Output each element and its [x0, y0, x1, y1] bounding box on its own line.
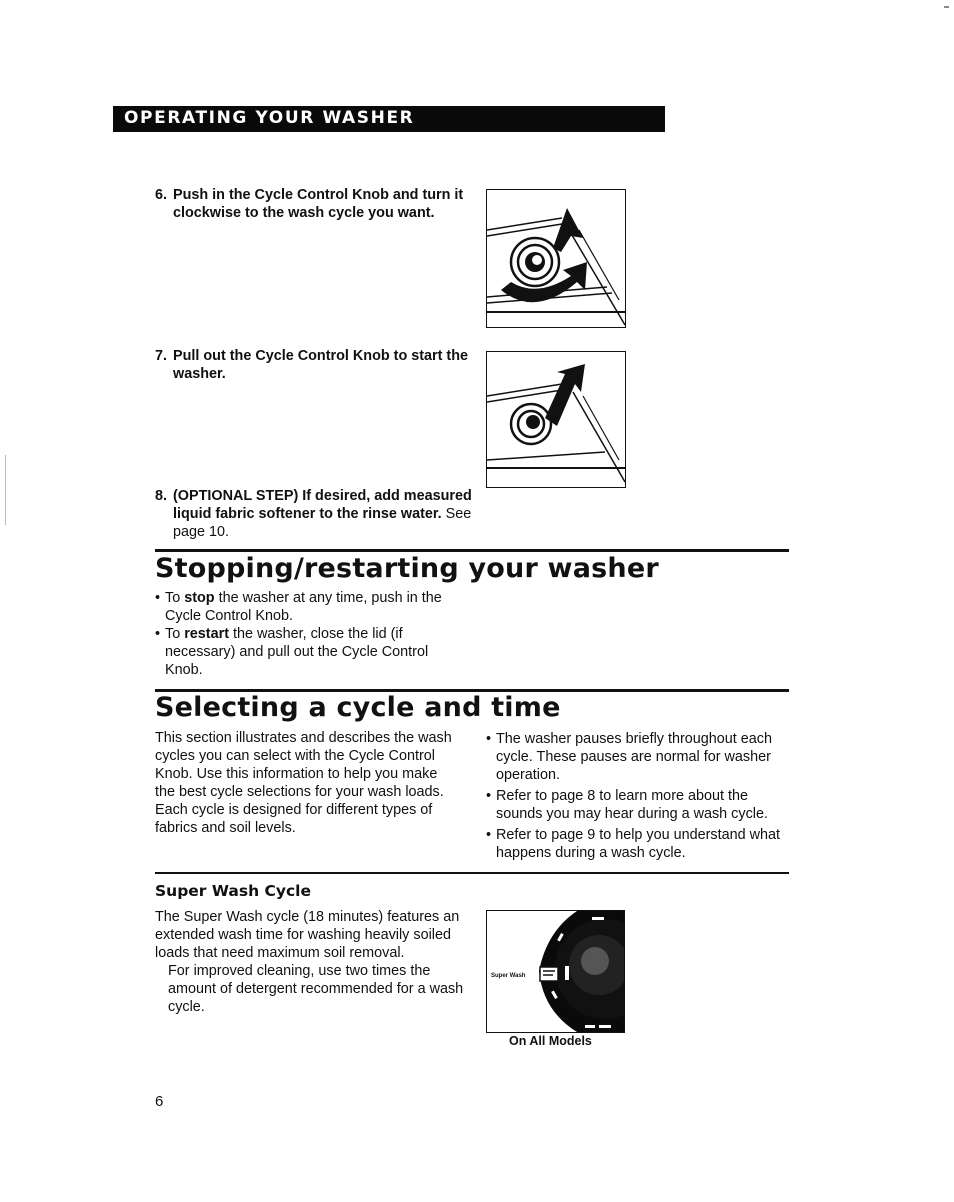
step-number: 7.	[155, 348, 168, 364]
knob-pull-illustration	[486, 351, 626, 488]
step-6	[155, 186, 475, 222]
knob-push-turn-icon	[487, 190, 625, 327]
scan-mark	[944, 6, 949, 8]
step-text: Push in the Cycle Control Knob and turn it clockwise to the wash cycle you want.	[173, 187, 464, 221]
knob-push-turn-illustration	[486, 189, 626, 328]
section-rule	[155, 872, 789, 874]
subsection-title: Super Wash Cycle	[155, 882, 311, 900]
section-title-selecting: Selecting a cycle and time	[155, 692, 561, 723]
list-item: • The washer pauses briefly throughout each cycle. These pauses are normal for washer operation.	[486, 731, 772, 783]
knob-pull-icon	[487, 352, 625, 487]
dial-label: Super Wash	[491, 973, 526, 979]
list-item: • Refer to page 8 to learn more about the sounds you may hear during a wash cycle.	[486, 788, 768, 822]
section-title-stopping: Stopping/restarting your washer	[155, 553, 659, 584]
list-item: • To restart the washer, close the lid (if necessary) and pull out the Cycle Control Knob.	[155, 626, 429, 678]
step-number: 8.	[155, 488, 168, 504]
illustration-caption: On All Models	[509, 1034, 592, 1048]
paragraph: The Super Wash cycle (18 minutes) features an extended wash time for washing heavily soiled loads that need maximum soil removal.	[155, 909, 460, 961]
list-item: • To stop the washer at any time, push in the Cycle Control Knob.	[155, 590, 442, 624]
cycle-dial-illustration	[486, 910, 625, 1033]
step-8	[155, 487, 475, 541]
section-banner	[113, 106, 665, 132]
list-item: • Refer to page 9 to help you understand what happens during a wash cycle.	[486, 827, 781, 861]
page-number: 6	[155, 1093, 164, 1110]
keyword: restart	[184, 626, 229, 642]
cycle-dial-icon	[487, 911, 624, 1032]
selecting-list	[486, 730, 791, 862]
scan-mark	[5, 455, 6, 525]
super-wash-text	[155, 908, 465, 1016]
paragraph: For improved cleaning, use two times the amount of detergent recommended for a wash cycle.	[168, 963, 464, 1015]
step-text-rest: See page 10.	[173, 506, 472, 540]
selecting-intro: This section illustrates and describes the wash cycles you can select with the Cycle Control Knob. Use this information to help you make the best cycle selections for your wash loads. Each cycle is designed for different types of fabrics and soil levels.	[155, 730, 452, 836]
section-rule	[155, 549, 789, 552]
banner-text: OPERATING YOUR WASHER	[124, 108, 415, 128]
step-7	[155, 347, 475, 383]
keyword: stop	[184, 590, 215, 606]
step-number: 6.	[155, 187, 168, 203]
stopping-list	[155, 589, 455, 679]
step-text: (OPTIONAL STEP) If desired, add measured liquid fabric softener to the rinse water.	[173, 488, 472, 522]
step-text: Pull out the Cycle Control Knob to start the washer.	[173, 348, 469, 382]
